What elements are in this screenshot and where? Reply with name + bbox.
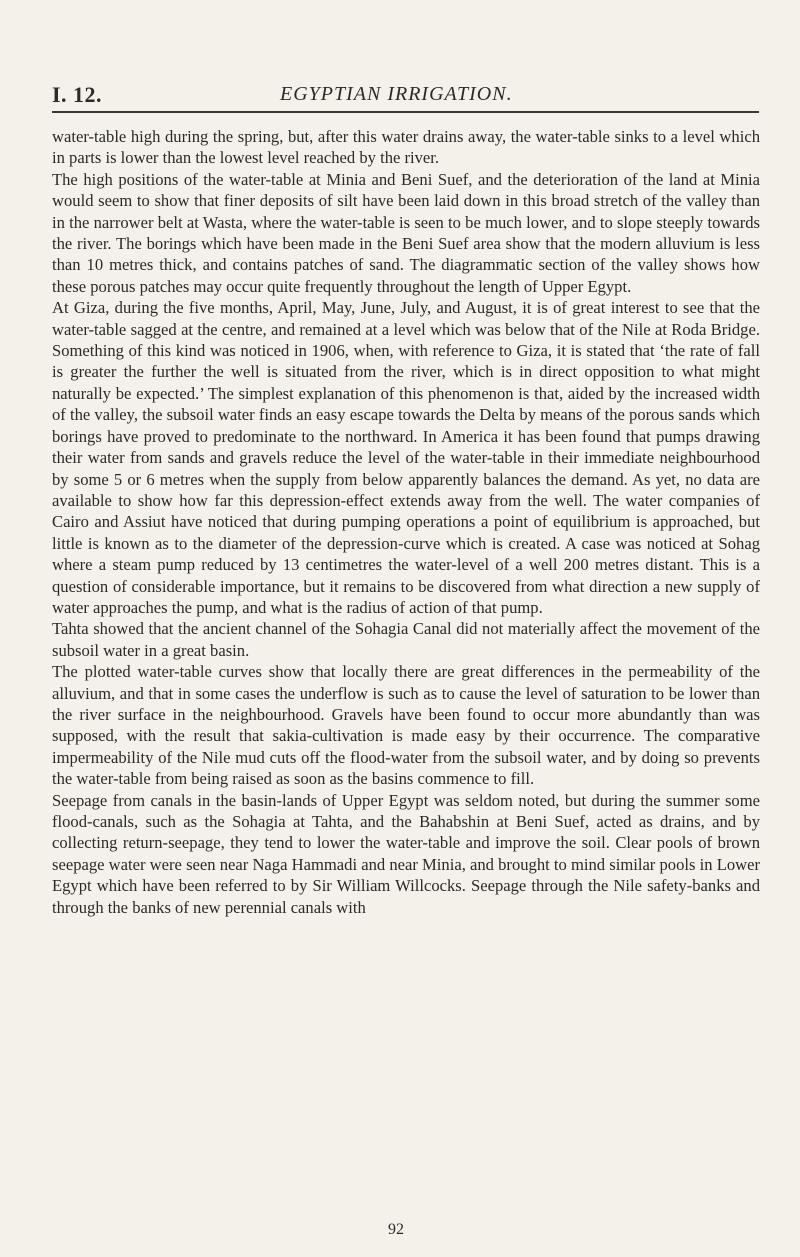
paragraph: The plotted water-table curves show that locally there are great differences in the permeability of the alluvium, and that in some cases the underflow is such as to cause the level of saturation to be lower than the river surface in the neighbourhood. Gravels have been found to occur more abundantly than was supposed, with the result that sakia-cultivation is made easy by their occurrence. The comparative impermeability of the Nile mud cuts off the flood-water from the subsoil water, and by doing so prevents the water-table from being raised as soon as the basins commence to fill. [52, 662, 760, 789]
running-title: EGYPTIAN IRRIGATION. [280, 83, 513, 105]
page-header [52, 82, 762, 108]
paragraph: The high positions of the water-table at Minia and Beni Suef, and the deterioration of the land at Minia would seem to show that finer deposits of silt have been laid down in this broad stretch of the valley than in the narrower belt at Wasta, where the water-table is seen to be much lower, and to slope steeply towards the river. The borings which have been made in the Beni Suef area show that the modern alluvium is less than 10 metres thick, and contains patches of sand. The diagrammatic section of the valley shows how these porous patches may occur quite frequently throughout the length of Upper Egypt. [52, 169, 760, 296]
body-text [52, 126, 760, 918]
paragraph: Seepage from canals in the basin-lands of Upper Egypt was seldom noted, but during the summer some flood-canals, such as the Sohagia at Tahta, and the Bahabshin at Beni Suef, acted as drains, and by collecting return-seepage, they tend to lower the water-table and improve the soil. Clear pools of brown seepage water were seen near Naga Hammadi and near Minia, and brought to mind similar pools in Lower Egypt which have been referred to by Sir William Willcocks. Seepage through the Nile safety-banks and through the banks of new perennial canals with [52, 790, 760, 917]
section-number: I. 12. [52, 82, 103, 107]
paragraph: At Giza, during the five months, April, May, June, July, and August, it is of great interest to see that the water-table sagged at the centre, and remained at a level which was below that of the Nile at Roda Bridge. Something of this kind was noticed in 1906, when, with reference to Giza, it is stated that ‘the rate of fall is greater the further the well is situated from the river, which is in direct opposition to what might naturally be expected.’ The simplest explanation of this phenomenon is that, aided by the increased width of the valley, the subsoil water finds an easy escape towards the Delta by means of the porous sands which borings have proved to predominate to the northward. In America it has been found that pumps drawing their water from sands and gravels reduce the level of the water-table in their immediate neighbourhood by some 5 or 6 metres when the supply from below apparently balances the demand. As yet, no data are available to show how far this depression-effect extends away from the well. The water companies of Cairo and Assiut have noticed that during pumping operations a point of equilibrium is approached, but little is known as to the diameter of the depression-curve which is created. A case was noticed at Sohag where a steam pump reduced by 13 centimetres the water-level of a well 200 metres distant. This is a question of considerable importance, but it remains to be discovered from what direction a new supply of water approaches the pump, and what is the radius of action of that pump. [52, 298, 760, 617]
page-number: 92 [388, 1221, 404, 1238]
header-rule [52, 111, 759, 113]
paragraph: Tahta showed that the ancient channel of the Sohagia Canal did not materially affect the movement of the subsoil water in a great basin. [52, 619, 760, 660]
paragraph: water-table high during the spring, but, after this water drains away, the water-table sinks to a level which in parts is lower than the lowest level reached by the river. [52, 127, 760, 168]
